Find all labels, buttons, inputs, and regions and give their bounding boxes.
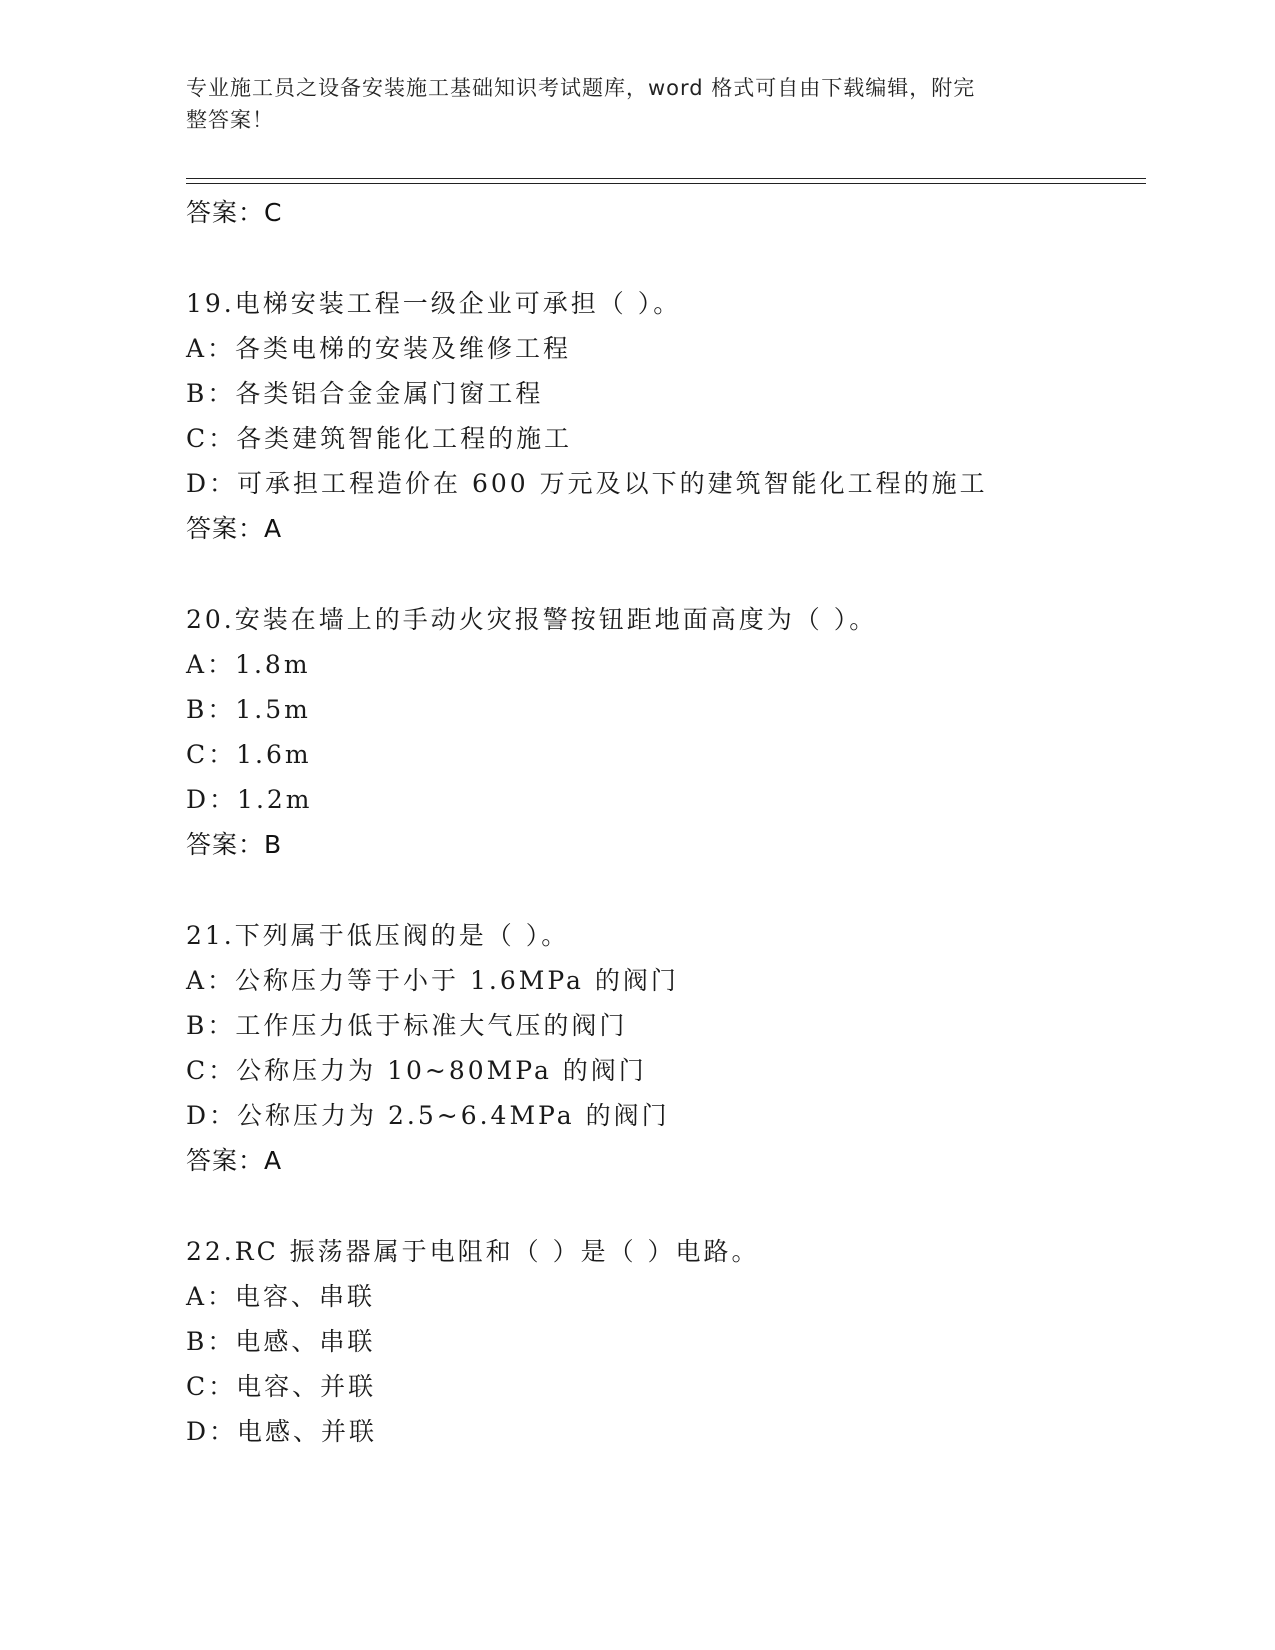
spacer: [186, 235, 1146, 281]
question-stem: 22.RC 振荡器属于电阻和（ ）是（ ）电路。: [186, 1237, 760, 1266]
question-stem: 21.下列属于低压阀的是（ ）。: [186, 921, 570, 950]
option-d: D：电感、并联: [186, 1417, 378, 1446]
option-b: B：电感、串联: [186, 1327, 376, 1356]
option-c: C：电容、并联: [186, 1372, 377, 1401]
question-20: [186, 597, 1146, 867]
option-c: C：公称压力为 10~80MPa 的阀门: [186, 1056, 647, 1085]
spacer: [186, 867, 1146, 913]
question-list: [186, 190, 1146, 1454]
question-21: [186, 913, 1146, 1183]
option-d: D：可承担工程造价在 600 万元及以下的建筑智能化工程的施工: [186, 469, 988, 498]
option-b: B：工作压力低于标准大气压的阀门: [186, 1011, 628, 1040]
option-b: B：1.5m: [186, 695, 311, 724]
option-d: D：公称压力为 2.5~6.4MPa 的阀门: [186, 1101, 670, 1130]
answer: 答案：A: [186, 1146, 283, 1175]
option-a: A：1.8m: [186, 650, 311, 679]
question-stem: 20.安装在墙上的手动火灾报警按钮距地面高度为（ ）。: [186, 605, 878, 634]
spacer: [186, 551, 1146, 597]
option-a: A：公称压力等于小于 1.6MPa 的阀门: [186, 966, 679, 995]
question-stem: 19.电梯安装工程一级企业可承担（ ）。: [186, 289, 682, 318]
option-a: A：各类电梯的安装及维修工程: [186, 334, 572, 363]
page-header: [186, 72, 1066, 136]
option-c: C：1.6m: [186, 740, 312, 769]
option-b: B：各类铝合金金属门窗工程: [186, 379, 544, 408]
header-divider-top: [186, 178, 1146, 179]
option-d: D：1.2m: [186, 785, 313, 814]
header-line-1: 专业施工员之设备安装施工基础知识考试题库，word 格式可自由下载编辑，附完: [186, 76, 976, 100]
answer: 答案：B: [186, 830, 283, 859]
answer: 答案：A: [186, 514, 283, 543]
option-a: A：电容、串联: [186, 1282, 376, 1311]
spacer: [186, 1183, 1146, 1229]
header-divider-bottom: [186, 183, 1146, 184]
question-22: [186, 1229, 1146, 1454]
header-line-2: 整答案！: [186, 108, 274, 132]
question-19: [186, 281, 1146, 551]
option-c: C：各类建筑智能化工程的施工: [186, 424, 573, 453]
previous-answer: 答案：C: [186, 198, 283, 227]
